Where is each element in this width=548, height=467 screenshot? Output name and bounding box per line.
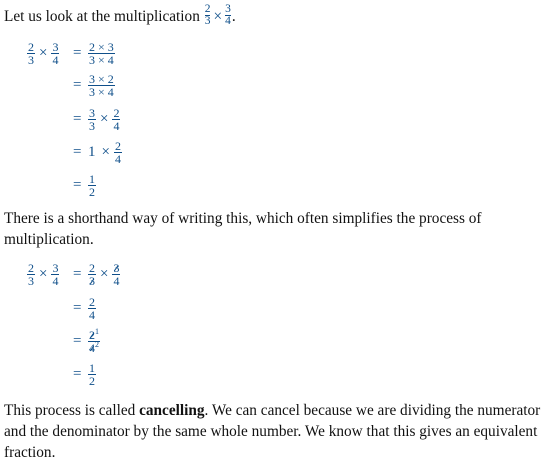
cancelling-text-before: This process is called (4, 402, 140, 419)
one-value: 1 (88, 143, 96, 160)
numerator: 3 (52, 260, 59, 275)
numerator: 2 (89, 260, 95, 275)
denominator: 2 (89, 373, 95, 388)
denominator: 4 (114, 151, 121, 166)
intro-end: . (231, 8, 236, 26)
b1l1-frac-b (51, 41, 59, 66)
b2l2-frac (88, 296, 96, 321)
cancelling-text-after: . We can cancel because we are dividing the numerator and the denominator by the same whole number. We know that this gives an equivalent fraction. (4, 402, 541, 461)
intro-text: Let us look at the multiplication (4, 8, 200, 26)
numerator: 1 (89, 171, 95, 186)
denominator: 3 (28, 273, 34, 288)
block2-line1 (0, 259, 200, 289)
block1-line5 (0, 170, 200, 200)
equals-sign: = (73, 76, 82, 93)
intro-frac2-den: 4 (225, 15, 231, 27)
numerator: 2 (114, 138, 121, 153)
denominator: 4 (113, 273, 120, 288)
cancelling-paragraph (4, 400, 544, 463)
b2l3-frac-cancelled (88, 326, 100, 355)
b2l1-frac-d (112, 262, 120, 287)
equals-sign: = (73, 365, 82, 382)
denominator: 3 (89, 118, 95, 133)
times-sign: × (100, 265, 109, 282)
intro-frac1-num: 2 (204, 3, 211, 15)
cancelled-digit: 3 (113, 260, 120, 275)
numerator: 2 × 3 (89, 39, 114, 54)
equals-sign: = (73, 176, 82, 193)
b1l2-frac-result (88, 73, 115, 98)
equals-sign: = (73, 265, 82, 282)
numerator-cancelled (112, 262, 120, 274)
b1l3-frac-a (88, 107, 96, 132)
numerator: 3 (52, 39, 59, 54)
cancelled-digit: 2 (89, 327, 95, 342)
block1-line4 (0, 137, 200, 167)
b2l1-frac-a (27, 262, 35, 287)
new-denominator: 2 (95, 339, 99, 349)
block2-line3 (0, 326, 200, 356)
b1l1-frac-a (27, 41, 35, 66)
cancelling-term: cancelling (139, 402, 205, 419)
equals-sign: = (73, 110, 82, 127)
times-sign: × (39, 265, 48, 282)
intro-frac1-den: 3 (204, 15, 211, 27)
numerator: 2 (113, 105, 120, 120)
times-sign: × (39, 44, 48, 61)
b2l4-frac (88, 362, 96, 387)
b1l1-frac-result (88, 41, 115, 66)
b1l3-frac-b (112, 107, 120, 132)
new-numerator: 1 (95, 326, 99, 336)
intro-times: × (213, 8, 223, 26)
intro-fraction-1 (205, 4, 211, 27)
block2-line2 (0, 293, 200, 323)
block1-line2 (0, 70, 200, 100)
b2l1-frac-c (88, 262, 96, 287)
b1l5-frac-result (88, 173, 96, 198)
numerator: 2 (28, 39, 34, 54)
equals-sign: = (73, 44, 82, 61)
shorthand-paragraph: There is a shorthand way of writing this, which often simplifies the process of multiplication. (4, 210, 482, 248)
equals-sign: = (73, 143, 82, 160)
numerator: 2 (89, 294, 95, 309)
numerator: 3 (89, 105, 95, 120)
numerator: 2 (28, 260, 34, 275)
b1l4-frac-b (114, 140, 122, 165)
denominator-cancelled (88, 274, 96, 287)
intro-fraction-2 (225, 4, 231, 27)
denominator: 3 × 4 (89, 52, 114, 67)
equals-sign: = (73, 332, 82, 349)
numerator: 3 × 2 (89, 71, 114, 86)
b2l1-frac-b (51, 262, 59, 287)
block1-line3 (0, 104, 200, 134)
intro-frac2-num: 3 (225, 3, 231, 15)
times-sign: × (101, 143, 110, 160)
equals-sign: = (73, 299, 82, 316)
denominator: 4 (52, 273, 59, 288)
numerator: 1 (89, 360, 95, 375)
block2-line4 (0, 359, 200, 389)
cancelled-digit: 4 (89, 340, 95, 355)
denominator: 3 (28, 52, 34, 67)
denominator: 3 × 4 (89, 84, 114, 99)
times-sign: × (100, 110, 109, 127)
cancelled-digit: 3 (89, 273, 95, 288)
intro-sentence (4, 3, 544, 29)
denominator: 4 (89, 307, 95, 322)
block1-line1 (0, 38, 200, 68)
denominator: 2 (89, 184, 95, 199)
denominator: 4 (113, 118, 120, 133)
denominator-cancelled (88, 341, 100, 354)
denominator: 4 (52, 52, 59, 67)
